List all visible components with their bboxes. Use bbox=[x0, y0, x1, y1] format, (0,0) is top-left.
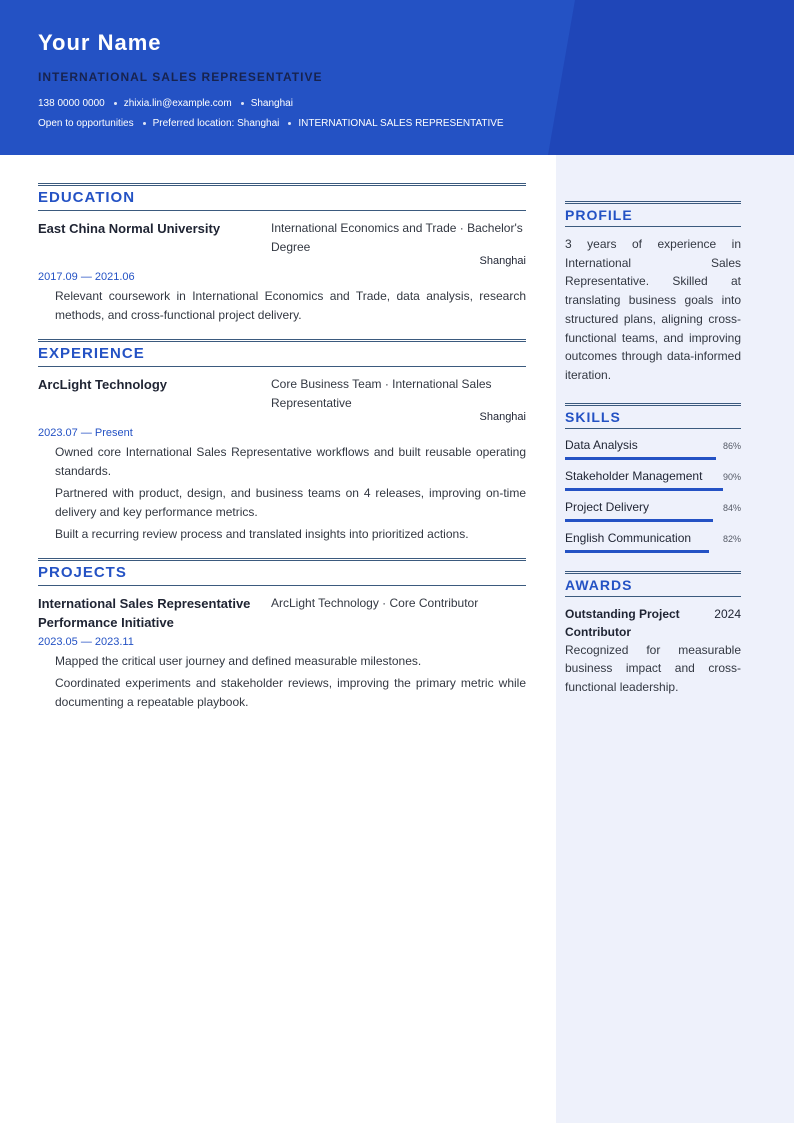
skills-heading: SKILLS bbox=[565, 403, 741, 429]
skill-percent: 90% bbox=[722, 471, 741, 482]
projects-section bbox=[38, 558, 526, 712]
project-dates: 2023.05 — 2023.11 bbox=[38, 636, 134, 648]
school-name: East China Normal University bbox=[38, 221, 221, 236]
candidate-name: Your Name bbox=[38, 30, 162, 55]
project-name: International Sales Representative Performance Initiative bbox=[38, 596, 251, 630]
projects-heading: PROJECTS bbox=[38, 558, 526, 586]
skill-percent: 84% bbox=[722, 502, 741, 513]
education-bullets bbox=[38, 287, 526, 325]
skill-bar bbox=[565, 519, 741, 522]
award-year: 2024 bbox=[714, 606, 741, 621]
availability-text: Open to opportunities bbox=[38, 118, 134, 129]
phone-text: 138 0000 0000 bbox=[38, 98, 105, 109]
city-text: Shanghai bbox=[250, 98, 293, 109]
contact-line bbox=[38, 98, 758, 109]
sidebar bbox=[565, 201, 741, 715]
awards-section bbox=[565, 571, 741, 697]
experience-section bbox=[38, 339, 526, 544]
skill-item bbox=[565, 438, 741, 460]
meta-line bbox=[38, 118, 758, 129]
award-name: Outstanding Project Contributor bbox=[565, 606, 680, 639]
skill-percent: 82% bbox=[722, 533, 741, 544]
project-bullets bbox=[38, 652, 526, 712]
project-role-text: ArcLight Technology · Core Contributor bbox=[271, 596, 479, 610]
resume-header bbox=[0, 0, 794, 155]
list-item: Mapped the critical user journey and defined measurable milestones. bbox=[55, 654, 422, 668]
skill-name: Data Analysis bbox=[565, 437, 638, 452]
experience-entry bbox=[38, 375, 526, 544]
awards-heading: AWARDS bbox=[565, 571, 741, 597]
list-item: Coordinated experiments and stakeholder reviews, improving the primary metric while documenting a repeatable playbook. bbox=[55, 676, 526, 709]
education-dates: 2017.09 — 2021.06 bbox=[38, 271, 135, 283]
job-role-text: Core Business Team · International Sales Representative bbox=[271, 377, 492, 410]
skill-bar-fill bbox=[565, 519, 713, 522]
skill-name: English Communication bbox=[565, 530, 692, 545]
education-heading: EDUCATION bbox=[38, 183, 526, 211]
skill-bar bbox=[565, 550, 741, 553]
company-name: ArcLight Technology bbox=[38, 377, 168, 392]
list-item: Partnered with product, design, and business teams on 4 releases, improving on-time delivery and key performance metrics. bbox=[55, 486, 526, 519]
award-description: Recognized for measurable business impact and cross-functional leadership. bbox=[565, 642, 741, 695]
skills-section bbox=[565, 403, 741, 553]
separator-dot bbox=[114, 102, 117, 105]
experience-dates: 2023.07 — Present bbox=[38, 427, 133, 439]
skill-bar bbox=[565, 488, 741, 491]
list-item: Relevant coursework in International Economics and Trade, data analysis, research methods, and cross-functional project delivery. bbox=[55, 289, 526, 322]
skill-name: Stakeholder Management bbox=[565, 468, 703, 483]
profile-summary: 3 years of experience in International Sales Representative. Skilled at translating business goals into structured plans, aligning cross-functional teams, and improving outcomes through data-informed iteration. bbox=[565, 237, 741, 382]
education-location: Shanghai bbox=[479, 255, 526, 267]
preferred-location-text: Preferred location: Shanghai bbox=[152, 118, 280, 129]
skill-bar bbox=[565, 457, 741, 460]
experience-heading: EXPERIENCE bbox=[38, 339, 526, 367]
main-column bbox=[38, 183, 526, 726]
education-section bbox=[38, 183, 526, 325]
target-role-text: INTERNATIONAL SALES REPRESENTATIVE bbox=[298, 118, 504, 129]
skill-percent: 86% bbox=[722, 440, 741, 451]
separator-dot bbox=[143, 122, 146, 125]
education-entry bbox=[38, 219, 526, 325]
experience-bullets bbox=[38, 443, 526, 544]
list-item: Owned core International Sales Representative workflows and built reusable operating standards. bbox=[55, 445, 526, 478]
skill-name: Project Delivery bbox=[565, 499, 650, 514]
skill-item bbox=[565, 531, 741, 553]
skill-item bbox=[565, 469, 741, 491]
list-item: Built a recurring review process and translated insights into prioritized actions. bbox=[55, 527, 469, 541]
candidate-title: INTERNATIONAL SALES REPRESENTATIVE bbox=[38, 70, 323, 84]
project-entry bbox=[38, 594, 526, 712]
skill-bar-fill bbox=[565, 550, 709, 553]
skill-item bbox=[565, 500, 741, 522]
profile-section bbox=[565, 201, 741, 385]
separator-dot bbox=[241, 102, 244, 105]
experience-location: Shanghai bbox=[479, 411, 526, 423]
email-text: zhixia.lin@example.com bbox=[123, 98, 232, 109]
skill-bar-fill bbox=[565, 488, 723, 491]
separator-dot bbox=[288, 122, 291, 125]
degree-text: International Economics and Trade · Bachelor's Degree bbox=[271, 221, 523, 254]
profile-heading: PROFILE bbox=[565, 201, 741, 227]
skill-bar-fill bbox=[565, 457, 716, 460]
